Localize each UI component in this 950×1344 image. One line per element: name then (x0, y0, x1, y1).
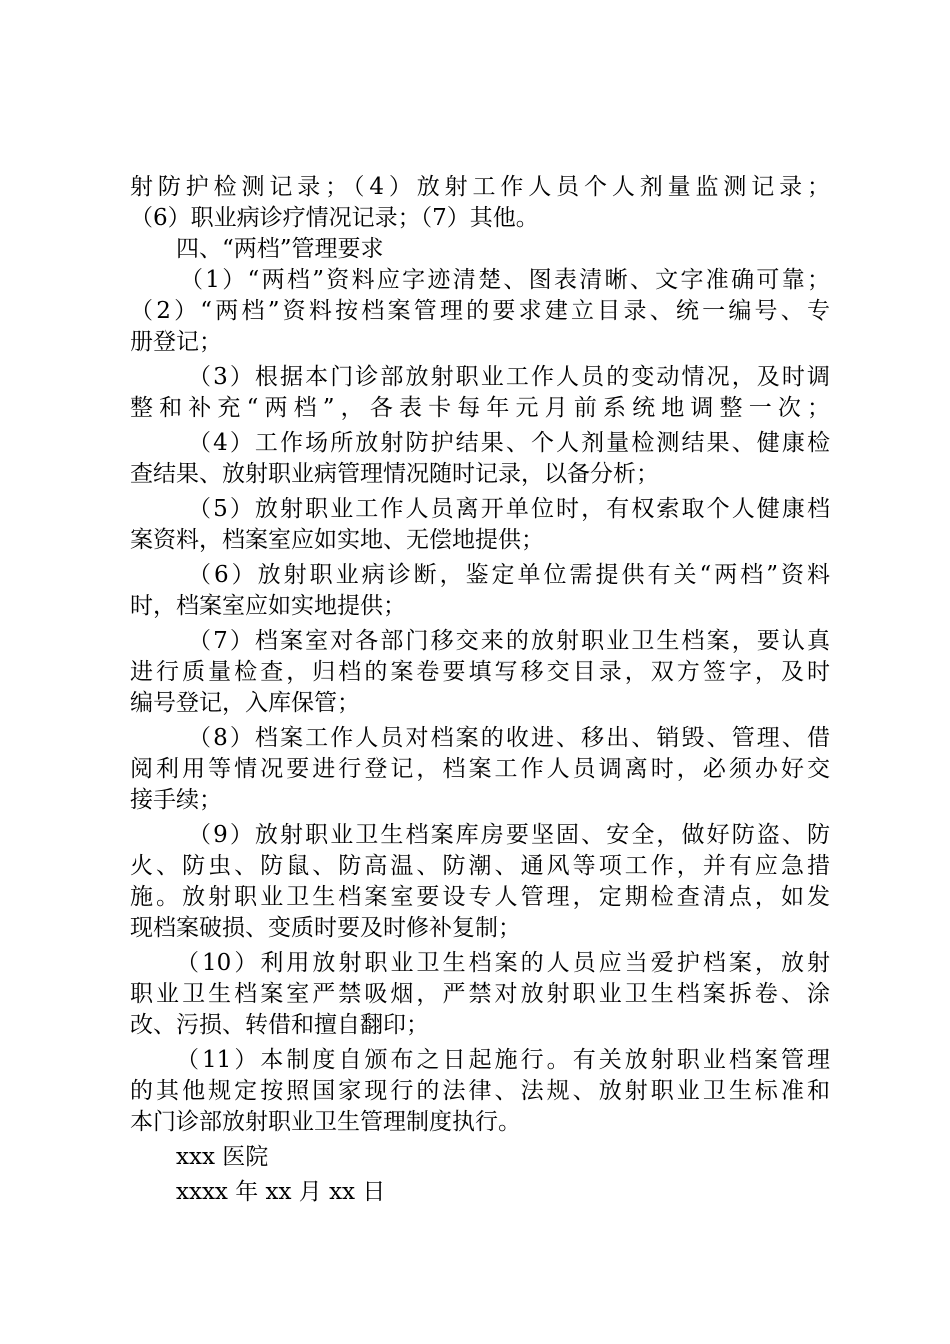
body-line: 火、防虫、防鼠、防高温、防潮、通风等项工作，并有应急措 (130, 853, 830, 879)
signature-date: xxxx 年 xx 月 xx 日 (176, 1179, 386, 1205)
body-line: （2）“两档”资料按档案管理的要求建立目录、统一编号、专 (130, 298, 830, 324)
body-line: 改、污损、转借和擅自翻印； (130, 1012, 429, 1038)
body-line: 查结果、放射职业病管理情况随时记录，以备分析； (130, 461, 659, 487)
body-line: （7）档案室对各部门移交来的放射职业卫生档案，要认真 (188, 628, 830, 654)
body-line: 本门诊部放射职业卫生管理制度执行。 (130, 1109, 521, 1135)
body-line: （9）放射职业卫生档案库房要坚固、安全，做好防盗、防 (188, 822, 830, 848)
body-line: 进行质量检查，归档的案卷要填写移交目录，双方签字，及时 (130, 659, 830, 685)
body-line: 射防护检测记录；（4）放射工作人员个人剂量监测记录； (130, 174, 830, 200)
body-line: （3）根据本门诊部放射职业工作人员的变动情况，及时调 (188, 364, 830, 390)
body-line: （11）本制度自颁布之日起施行。有关放射职业档案管理 (176, 1047, 830, 1073)
body-line: 册登记； (130, 329, 222, 355)
body-line: 时，档案室应如实地提供； (130, 593, 406, 619)
body-line: 现档案破损、变质时要及时修补复制； (130, 915, 521, 941)
body-line: 阅利用等情况要进行登记，档案工作人员调离时，必须办好交 (130, 756, 830, 782)
body-line: （1）“两档”资料应字迹清楚、图表清晰、文字准确可靠； (180, 267, 830, 293)
body-line: （8）档案工作人员对档案的收进、移出、销毁、管理、借 (188, 725, 830, 751)
document-body (130, 172, 830, 1208)
body-line: 施。放射职业卫生档案室要设专人管理，定期检查清点，如发 (130, 884, 830, 910)
body-line: （10）利用放射职业卫生档案的人员应当爱护档案，放射 (176, 950, 830, 976)
body-line: 案资料，档案室应如实地、无偿地提供； (130, 527, 544, 553)
body-line: 职业卫生档案室严禁吸烟，严禁对放射职业卫生档案拆卷、涂 (130, 981, 830, 1007)
body-line: 编号登记，入库保管； (130, 690, 360, 716)
signature-organization: xxx 医院 (176, 1144, 269, 1170)
body-line: 整和补充“两档”，各表卡每年元月前系统地调整一次； (130, 395, 830, 421)
body-line: （6）放射职业病诊断，鉴定单位需提供有关“两档”资料 (188, 562, 830, 588)
body-line: 的其他规定按照国家现行的法律、法规、放射职业卫生标准和 (130, 1078, 830, 1104)
body-line: （5）放射职业工作人员离开单位时，有权索取个人健康档 (188, 496, 830, 522)
body-line: （4）工作场所放射防护结果、个人剂量检测结果、健康检 (188, 430, 830, 456)
body-line: 接手续； (130, 787, 222, 813)
section-heading: 四、“两档”管理要求 (176, 236, 384, 262)
body-line: （6）职业病诊疗情况记录；（7）其他。 (130, 205, 539, 231)
